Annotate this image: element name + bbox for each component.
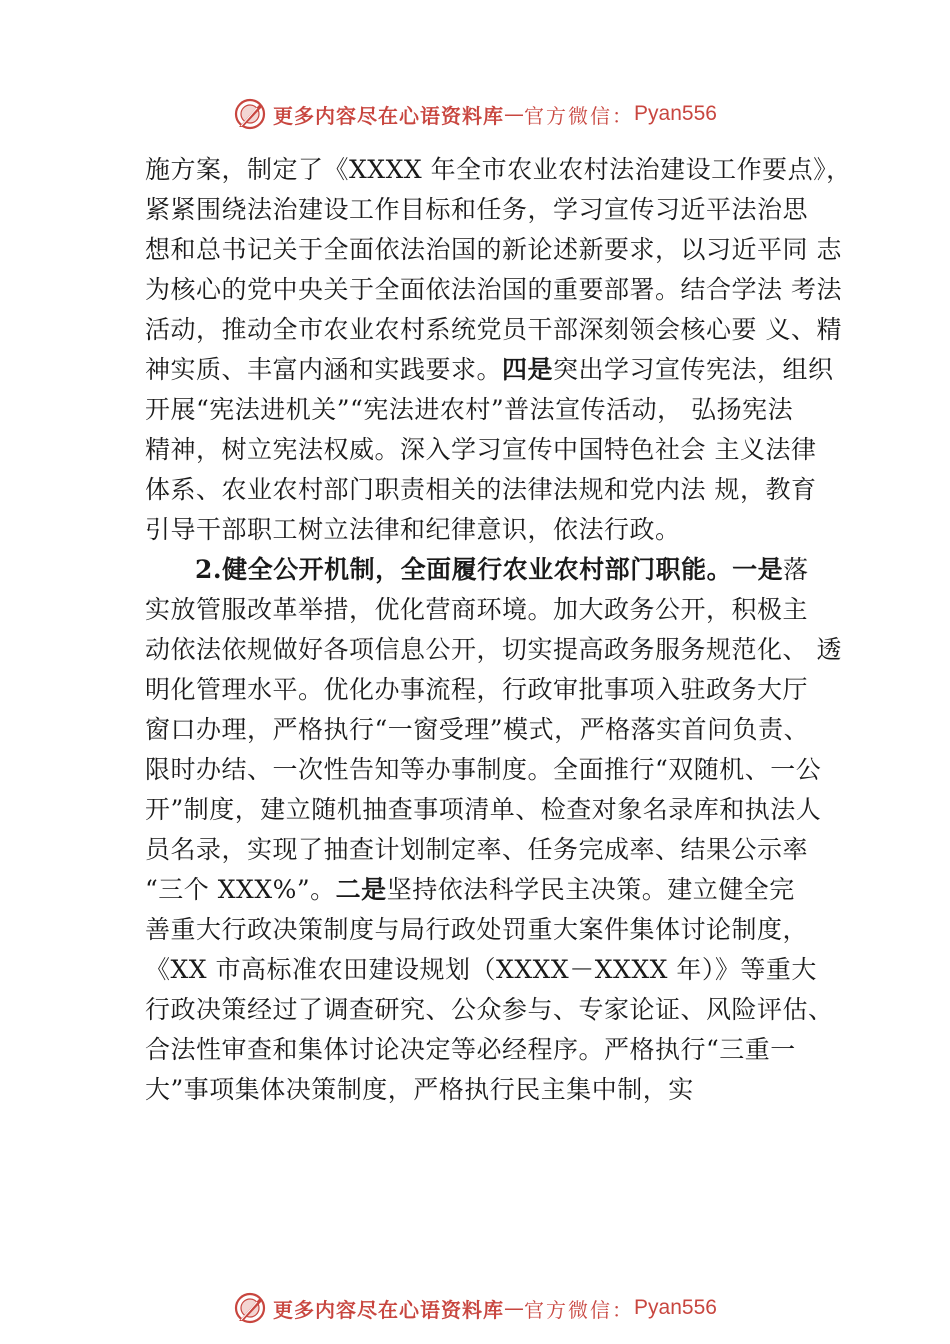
text-segment: 落 <box>783 555 809 584</box>
text-segment: 想和总书记关于全面依法治国的新论述新要求，以习近平同 志 <box>145 235 842 264</box>
text-segment: 行政决策经过了调查研究、公众参与、专家论证、风险评估、 <box>145 995 834 1024</box>
text-segment: 神实质、丰富内涵和实践要求。 <box>145 355 503 384</box>
text-line <box>145 990 835 1030</box>
text-segment: 窗口办理，严格执行“一窗受理”模式，严格落实首问负责、 <box>145 715 810 744</box>
text-segment: 善重大行政决策制度与局行政处罚重大案件集体讨论制度， <box>145 915 809 944</box>
text-line <box>145 630 842 670</box>
document-body <box>145 150 852 1110</box>
text-line <box>145 790 835 830</box>
text-segment: 大”事项集体决策制度，严格执行民主集中制，实 <box>145 1075 694 1104</box>
bold-text-segment: 四是 <box>502 355 554 384</box>
banner-label: 官方微信： <box>524 103 635 128</box>
text-line <box>145 150 852 190</box>
text-line <box>145 830 835 870</box>
text-line <box>145 590 835 630</box>
text-segment: 紧紧围绕法治建设工作目标和任务，学习宣传习近平法治思 <box>145 195 809 224</box>
text-segment: 限时办结、一次性告知等办事制度。全面推行“双随机、一公 <box>145 755 822 784</box>
text-line <box>145 950 835 990</box>
quill-logo-icon <box>233 1291 267 1325</box>
text-segment: 施方案，制定了《XXXX 年全市农业农村法治建设工作要点》， <box>145 155 852 184</box>
text-line <box>145 350 835 390</box>
banner-separator: — <box>504 1296 525 1320</box>
text-segment: 引导干部职工树立法律和纪律意识，依法行政。 <box>145 515 681 544</box>
text-segment: 为核心的党中央关于全面依法治国的重要部署。结合学法 考法 <box>145 275 842 304</box>
banner-title: 更多内容尽在心语资料库 <box>273 1297 505 1322</box>
text-line <box>145 710 835 750</box>
text-line <box>145 230 842 270</box>
text-segment: 动依法依规做好各项信息公开，切实提高政务服务规范化、 透 <box>145 635 842 664</box>
text-line <box>145 510 835 550</box>
text-line <box>145 470 835 510</box>
text-line <box>145 1030 835 1070</box>
text-segment: 实放管服改革举措，优化营商环境。加大政务公开，积极主 <box>145 595 809 624</box>
text-line <box>145 390 835 430</box>
text-segment: 活动，推动全市农业农村系统党员干部深刻领会核心要 义、精 <box>145 315 842 344</box>
banner-wechat-id: Pyan556 <box>634 1296 717 1319</box>
text-segment: 《XX 市高标准农田建设规划（XXXX－XXXX 年）》等重大 <box>145 955 817 984</box>
banner-title: 更多内容尽在心语资料库 <box>273 103 505 128</box>
text-segment: 坚持依法科学民主决策。建立健全完 <box>386 875 795 904</box>
text-segment: 明化管理水平。优化办事流程，行政审批事项入驻政务大厅 <box>145 675 809 704</box>
text-segment: “三个 XXX%”。 <box>145 875 336 904</box>
text-segment: 合法性审查和集体讨论决定等必经程序。严格执行“三重一 <box>145 1035 796 1064</box>
text-segment: 突出学习宣传宪法，组织 <box>553 355 834 384</box>
bold-text-segment: 2.健全公开机制，全面履行农业农村部门职能。一是 <box>195 555 784 584</box>
quill-logo-icon <box>233 97 267 131</box>
text-line <box>145 550 835 590</box>
text-line <box>145 750 835 790</box>
banner-separator: — <box>504 102 525 126</box>
header-banner <box>0 94 950 134</box>
text-segment: 精神，树立宪法权威。深入学习宣传中国特色社会 主义法律 <box>145 435 817 464</box>
text-segment: 开展“宪法进机关”“宪法进农村”普法宣传活动， 弘扬宪法 <box>145 395 794 424</box>
text-segment: 体系、农业农村部门职责相关的法律法规和党内法 规，教育 <box>145 475 817 504</box>
text-line <box>145 310 842 350</box>
text-line <box>145 430 835 470</box>
text-line <box>145 190 835 230</box>
text-line <box>145 910 835 950</box>
text-segment: 开”制度，建立随机抽查事项清单、检查对象名录库和执法人 <box>145 795 822 824</box>
text-line <box>145 1070 835 1110</box>
text-line <box>145 870 835 910</box>
banner-label: 官方微信： <box>524 1297 635 1322</box>
text-line <box>145 270 842 310</box>
text-line <box>145 670 835 710</box>
footer-banner <box>0 1288 950 1328</box>
bold-text-segment: 二是 <box>335 875 387 904</box>
text-segment: 员名录，实现了抽查计划制定率、任务完成率、结果公示率 <box>145 835 809 864</box>
banner-wechat-id: Pyan556 <box>634 102 717 125</box>
